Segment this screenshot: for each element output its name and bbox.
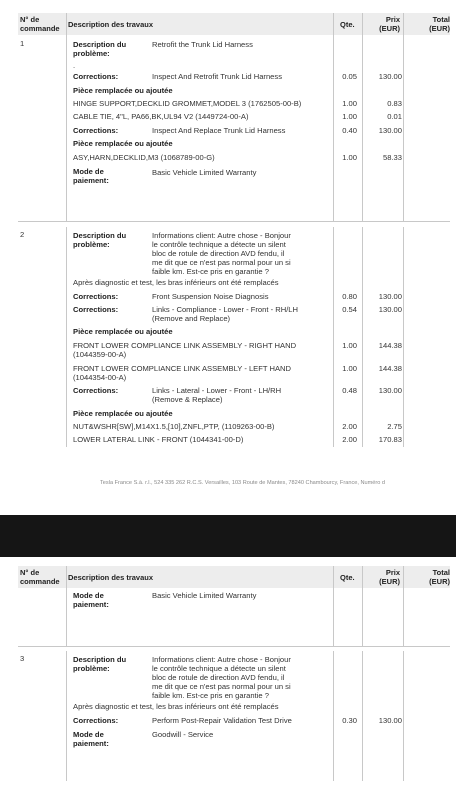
header-total: Total (EUR) [429, 568, 450, 586]
header-description: Description des travaux [68, 20, 154, 29]
header-order-no: N° de commande [20, 15, 60, 33]
correction-text: Links - Lateral - Lower - Front - LH/RH [152, 386, 282, 395]
invoice-page-2 [0, 557, 456, 800]
diagnosis-text: Après diagnostic et test, les bras inférieurs ont été remplacés [73, 278, 279, 287]
payment-text: Basic Vehicle Limited Warranty [152, 591, 257, 600]
correction-price: 130.00 [378, 716, 402, 725]
part-text: (1044359-00-A) [73, 350, 127, 359]
problem-line: bloc de rotule de direction AVD fendu, il [152, 249, 285, 258]
header-order-no: N° de commande [20, 568, 60, 586]
header-price: Prix (EUR) [379, 568, 400, 586]
parts-label: Pièce remplacée ou ajoutée [73, 86, 173, 95]
problem-label: Description du problème: [73, 655, 127, 673]
corrections-label: Corrections: [73, 126, 119, 135]
correction-text: Links - Compliance - Lower - Front - RH/LH [152, 305, 299, 314]
part-qty: 1.00 [342, 364, 357, 373]
part-qty: 2.00 [342, 422, 357, 431]
header-description: Description des travaux [68, 573, 154, 582]
correction-qty: 0.80 [342, 292, 357, 301]
column-divider [403, 566, 404, 646]
correction-text: Perform Post-Repair Validation Test Drive [152, 716, 292, 725]
problem-dot: . [73, 61, 76, 70]
item-number: 3 [20, 654, 25, 663]
part-text: FRONT LOWER COMPLIANCE LINK ASSEMBLY - LEFT HAND [73, 364, 292, 373]
part-price: 144.38 [378, 364, 402, 373]
header-total: Total (EUR) [429, 15, 450, 33]
column-divider [66, 566, 67, 646]
column-divider [333, 566, 334, 646]
correction-price: 130.00 [378, 72, 402, 81]
part-text: HINGE SUPPORT,DECKLID GROMMET,MODEL 3 (1762505-00-B) [73, 99, 302, 108]
part-price: 0.83 [387, 99, 402, 108]
problem-line: bloc de rotule de direction AVD fendu, il [152, 673, 285, 682]
column-divider [66, 651, 67, 781]
column-divider [66, 227, 67, 447]
payment-text: Basic Vehicle Limited Warranty [152, 168, 257, 177]
problem-text: Retrofit the Trunk Lid Harness [152, 40, 253, 49]
correction-text: (Remove and Replace) [152, 314, 231, 323]
problem-line: me dit que ce n'est pas normal pour un si [152, 682, 291, 691]
part-qty: 1.00 [342, 153, 357, 162]
column-divider [66, 13, 67, 221]
part-price: 58.33 [382, 153, 402, 162]
part-text: (1044354-00-A) [73, 373, 127, 382]
corrections-label: Corrections: [73, 305, 119, 314]
correction-qty: 0.05 [342, 72, 357, 81]
column-divider [333, 227, 334, 447]
row-divider [18, 221, 450, 222]
correction-qty: 0.40 [342, 126, 357, 135]
part-price: 2.75 [387, 422, 402, 431]
column-divider [362, 227, 363, 447]
part-qty: 1.00 [342, 341, 357, 350]
corrections-label: Corrections: [73, 716, 119, 725]
problem-label: Description du problème: [73, 40, 127, 58]
correction-price: 130.00 [378, 126, 402, 135]
part-text: CABLE TIE, 4"L, PA66,BK,UL94 V2 (1449724-00-A) [73, 112, 249, 121]
correction-price: 130.00 [378, 305, 402, 314]
part-price: 0.01 [387, 112, 402, 121]
problem-line: Informations client: Autre chose - Bonjour [152, 231, 291, 240]
parts-label: Pièce remplacée ou ajoutée [73, 409, 173, 418]
part-qty: 2.00 [342, 435, 357, 444]
payment-text: Goodwill - Service [152, 730, 214, 739]
payment-label: Mode de paiement: [73, 730, 109, 748]
item-number: 1 [20, 39, 25, 48]
header-qty: Qte. [340, 573, 355, 582]
correction-price: 130.00 [378, 386, 402, 395]
corrections-label: Corrections: [73, 386, 119, 395]
diagnosis-text: Après diagnostic et test, les bras inférieurs ont été remplacés [73, 702, 279, 711]
problem-line: le contrôle technique a détecte un silent [152, 240, 286, 249]
column-divider [403, 13, 404, 221]
problem-line: faible km. Est-ce pris en garantie ? [152, 691, 269, 700]
company-footer: Tesla France S.à. r.l., 524 335 262 R.C.S. Versailles, 103 Route de Mantes, 78240 Chambourcy, France, Numéro d [100, 480, 386, 486]
correction-text: Inspect And Retrofit Trunk Lid Harness [152, 72, 283, 81]
payment-label: Mode de paiement: [73, 167, 109, 185]
row-divider [18, 646, 450, 647]
column-divider [403, 227, 404, 447]
problem-line: le contrôle technique a détecte un silent [152, 664, 286, 673]
item-number: 2 [20, 230, 25, 239]
table-header [18, 13, 450, 35]
column-divider [403, 651, 404, 781]
header-price: Prix (EUR) [379, 15, 400, 33]
correction-qty: 0.30 [342, 716, 357, 725]
corrections-label: Corrections: [73, 72, 119, 81]
corrections-label: Corrections: [73, 292, 119, 301]
header-qty: Qte. [340, 20, 355, 29]
correction-text: (Remove & Replace) [152, 395, 223, 404]
parts-label: Pièce remplacée ou ajoutée [73, 327, 173, 336]
part-text: ASY,HARN,DECKLID,M3 (1068789-00-G) [73, 153, 215, 162]
part-text: FRONT LOWER COMPLIANCE LINK ASSEMBLY - RIGHT HAND [73, 341, 297, 350]
part-qty: 1.00 [342, 99, 357, 108]
column-divider [362, 566, 363, 646]
part-price: 170.83 [378, 435, 402, 444]
correction-text: Front Suspension Noise Diagnosis [152, 292, 269, 301]
parts-label: Pièce remplacée ou ajoutée [73, 139, 173, 148]
part-text: NUT&WSHR[SW],M14X1.5,[10],ZNFL,PTP, (1109263-00-B) [73, 422, 275, 431]
part-text: LOWER LATERAL LINK - FRONT (1044341-00-D) [73, 435, 244, 444]
problem-label: Description du problème: [73, 231, 127, 249]
table-header [18, 566, 450, 588]
part-qty: 1.00 [342, 112, 357, 121]
part-price: 144.38 [378, 341, 402, 350]
payment-label: Mode de paiement: [73, 591, 109, 609]
correction-qty: 0.48 [342, 386, 357, 395]
problem-line: Informations client: Autre chose - Bonjour [152, 655, 291, 664]
problem-line: me dit que ce n'est pas normal pour un si [152, 258, 291, 267]
page-separator [0, 515, 456, 557]
correction-price: 130.00 [378, 292, 402, 301]
correction-qty: 0.54 [342, 305, 357, 314]
correction-text: Inspect And Replace Trunk Lid Harness [152, 126, 286, 135]
problem-line: faible km. Est-ce pris en garantie ? [152, 267, 269, 276]
